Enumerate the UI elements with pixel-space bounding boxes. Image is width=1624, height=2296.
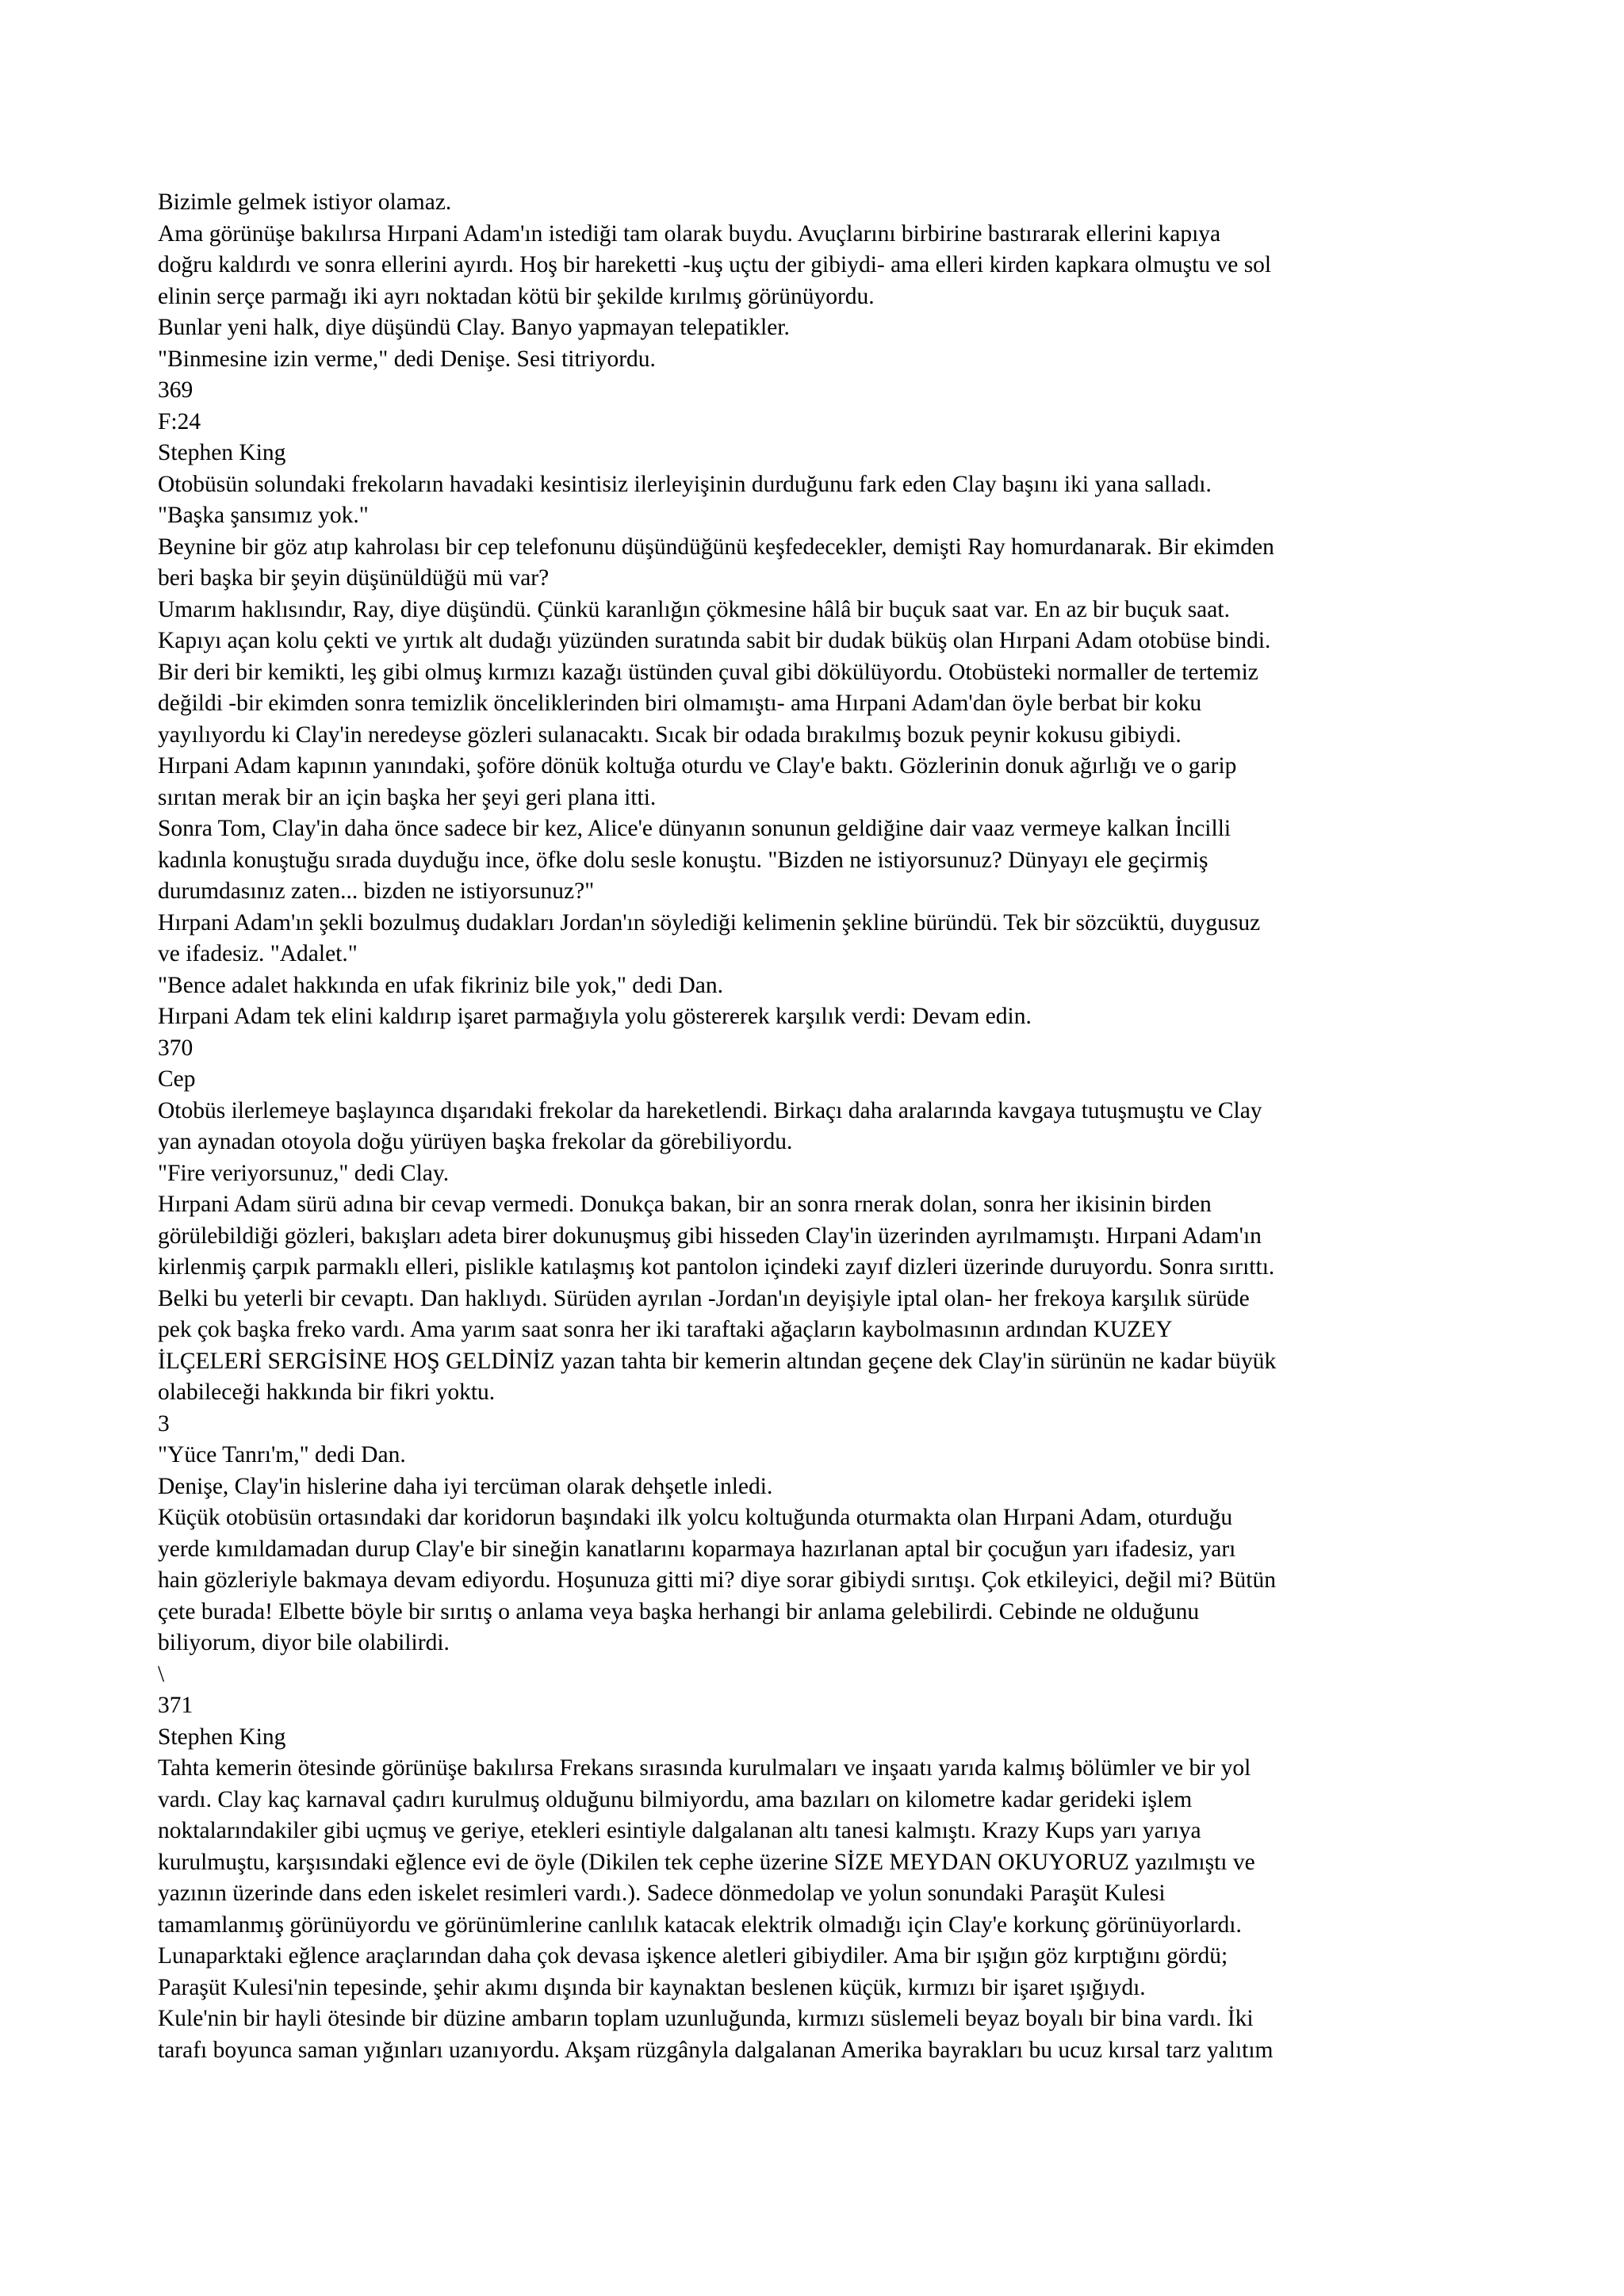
text-line: Stephen King (158, 440, 286, 465)
text-line: pek çok başka freko vardı. Ama yarım saat sonra her iki taraftaki ağaçların kaybolmasının ardından KUZEY (158, 1317, 1173, 1342)
text-line: sırıtan merak bir an için başka her şeyi geri plana itti. (158, 784, 657, 810)
text-line: doğru kaldırdı ve sonra ellerini ayırdı. Hoş bir hareketti -kuş uçtu der gibiydi- ama elleri kirden kapkara olmuştu ve sol (158, 252, 1272, 277)
text-line: "Binmesine izin verme," dedi Denişe. Sesi titriyordu. (158, 346, 656, 372)
text-line: noktalarındakiler gibi uçmuş ve geriye, etekleri esintiyle dalgalanan altı tanesi kalmıştı. Krazy Kups yarı yarıya (158, 1818, 1201, 1843)
text-line: Umarım haklısındır, Ray, diye düşündü. Çünkü karanlığın çökmesine hâlâ bir buçuk saat var. En az bir buçuk saat. (158, 596, 1230, 622)
text-line: yerde kımıldamadan durup Clay'e bir sineğin kanatlarını koparmaya hazırlanan aptal bir çocuğun yarı ifadesiz, yarı (158, 1536, 1236, 1562)
text-line: Kule'nin bir hayli ötesinde bir düzine ambarın toplam uzunluğunda, kırmızı süslemeli beyaz boyalı bir bina vardı. İki (158, 2006, 1254, 2031)
text-line: Bir deri bir kemikti, leş gibi olmuş kırmızı kazağı üstünden çuval gibi dökülüyordu. Otobüsteki normaller de tertemiz (158, 659, 1258, 685)
text-line: Denişe, Clay'in hislerine daha iyi tercüman olarak dehşetle inledi. (158, 1473, 773, 1499)
text-line: kirlenmiş çarpık parmaklı elleri, pislikle katılaşmış kot pantolon içindeki zayıf dizleri üzerinde duruyordu. Sonra sırıttı. (158, 1254, 1275, 1280)
text-line: yayılıyordu ki Clay'in neredeyse gözleri sulanacaktı. Sıcak bir odada bırakılmış bozuk peynir kokusu gibiydi. (158, 721, 1182, 748)
text-line: Sonra Tom, Clay'in daha önce sadece bir kez, Alice'e dünyanın sonunun geldiğine dair vaaz vermeye kalkan İncilli (158, 816, 1231, 841)
text-line: Otobüsün solundaki frekoların havadaki kesintisiz ilerleyişinin durduğunu fark eden Clay başını iki yana salladı. (158, 471, 1212, 497)
text-line: Paraşüt Kulesi'nin tepesinde, şehir akımı dışında bir kaynaktan beslenen küçük, kırmızı bir işaret ışığıydı. (158, 1974, 1146, 2000)
text-line: Ama görünüşe bakılırsa Hırpani Adam'ın istediği tam olarak buydu. Avuçlarını birbirine bastırarak ellerini kapıya (158, 220, 1221, 247)
text-line: durumdasınız zaten... bizden ne istiyorsunuz?" (158, 878, 595, 904)
text-line: 369 (158, 377, 193, 403)
text-line: olabileceği hakkında bir fikri yoktu. (158, 1380, 496, 1405)
text-line: görülebildiği gözleri, bakışları adeta birer dokunuşmuş gibi hisseden Clay'in üzerinden ayrılmamıştı. Hırpani Adam'ın (158, 1223, 1262, 1249)
text-line: 3 (158, 1410, 170, 1437)
text-line: tamamlanmış görünüyordu ve görünümlerine canlılık katacak elektrik olmadığı için Clay'e korkunç görünüyorlardı. (158, 1911, 1242, 1938)
text-line: "Yüce Tanrı'm," dedi Dan. (158, 1442, 406, 1468)
text-line: Belki bu yeterli bir cevaptı. Dan haklıydı. Sürüden ayrılan -Jordan'ın deyişiyle iptal olan- her frekoya karşılık sürüde (158, 1285, 1250, 1311)
text-line: Hırpani Adam sürü adına bir cevap vermedi. Donukça bakan, bir an sonra rnerak dolan, sonra her ikisinin birden (158, 1192, 1212, 1217)
text-line: Küçük otobüsün ortasındaki dar koridorun başındaki ilk yolcu koltuğunda oturmakta olan Hırpani Adam, oturduğu (158, 1505, 1233, 1530)
text-line: "Başka şansımız yok." (158, 503, 369, 528)
text-line: 371 (158, 1693, 193, 1718)
text-line: Hırpani Adam'ın şekli bozulmuş dudakları Jordan'ın söylediği kelimenin şekline büründü. Tek bir sözcüktü, duygusuz (158, 909, 1261, 936)
text-line: Hırpani Adam kapının yanındaki, şoföre dönük koltuğa oturdu ve Clay'e baktı. Gözlerinin donuk ağırlığı ve o garip (158, 753, 1237, 779)
text-line: kadınla konuştuğu sırada duyduğu ince, öfke dolu sesle konuştu. "Bizden ne istiyorsunuz? Dünyayı ele geçirmiş (158, 847, 1208, 873)
text-line: Tahta kemerin ötesinde görünüşe bakılırsa Frekans sırasında kurulmaları ve inşaatı yarıda kalmış bölümler ve bir yol (158, 1755, 1251, 1781)
text-line: Beynine bir göz atıp kahrolası bir cep telefonunu düşündüğünü keşfedecekler, demişti Ray homurdanarak. Bir ekimden (158, 534, 1274, 560)
text-line: Lunaparktaki eğlence araçlarından daha çok devasa işkence aletleri gibiydiler. Ama bir ışığın göz kırptığını gördü; (158, 1943, 1228, 1969)
text-line: "Bence adalet hakkında en ufak fikriniz bile yok," dedi Dan. (158, 972, 723, 998)
text-line: İLÇELERİ SERGİSİNE HOŞ GELDİNİZ yazan tahta bir kemerin altından geçene dek Clay'in sürünün ne kadar büyük (158, 1348, 1277, 1374)
text-line: Bizimle gelmek istiyor olamaz. (158, 189, 452, 215)
text-line: "Fire veriyorsunuz," dedi Clay. (158, 1160, 450, 1186)
text-line: biliyorum, diyor bile olabilirdi. (158, 1630, 450, 1655)
text-line: ve ifadesiz. "Adalet." (158, 941, 358, 966)
text-line: F:24 (158, 408, 201, 434)
text-line: yan aynadan otoyola doğu yürüyen başka frekolar da görebiliyordu. (158, 1129, 793, 1154)
text-line: 370 (158, 1035, 193, 1061)
text-line: Hırpani Adam tek elini kaldırıp işaret parmağıyla yolu göstererek karşılık verdi: Devam edin. (158, 1004, 1032, 1029)
text-line: tarafı boyunca saman yığınları uzanıyordu. Akşam rüzgânyla dalgalanan Amerika bayrakları bu ucuz kırsal tarz yalıtım (158, 2037, 1274, 2063)
text-line: Bunlar yeni halk, diye düşündü Clay. Banyo yapmayan telepatikler. (158, 315, 790, 340)
document-body-text (158, 187, 1490, 2066)
text-line: Stephen King (158, 1724, 286, 1750)
text-line: Cep (158, 1066, 196, 1092)
text-line: vardı. Clay kaç karnaval çadırı kurulmuş olduğunu bilmiyordu, ama bazıları on kilometre kadar gerideki işlem (158, 1786, 1193, 1812)
text-line: yazının üzerinde dans eden iskelet resimleri vardı.). Sadece dönmedolap ve yolun sonundaki Paraşüt Kulesi (158, 1881, 1166, 1906)
text-line: beri başka bir şeyin düşünüldüğü mü var? (158, 565, 550, 591)
text-line: değildi -bir ekimden sonra temizlik önceliklerinden biri olmamıştı- ama Hırpani Adam'dan öyle berbat bir koku (158, 691, 1202, 716)
text-line: hain gözleriyle bakmaya devam ediyordu. Hoşunuza gitti mi? diye sorar gibiydi sırıtışı. Çok etkileyici, değil mi? Bütün (158, 1567, 1276, 1593)
text-line: kurulmuştu, karşısındaki eğlence evi de öyle (Dikilen tek cephe üzerine SİZE MEYDAN OKUYORUZ yazılmıştı ve (158, 1849, 1255, 1875)
text-line: Otobüs ilerlemeye başlayınca dışarıdaki frekolar da hareketlendi. Birkaçı daha aralarında kavgaya tutuşmuştu ve Clay (158, 1097, 1262, 1123)
text-line: çete burada! Elbette böyle bir sırıtış o anlama veya başka herhangi bir anlama gelebilirdi. Cebinde ne olduğunu (158, 1598, 1200, 1624)
text-line: \ (158, 1661, 165, 1687)
text-line: Kapıyı açan kolu çekti ve yırtık alt dudağı yüzünden suratında sabit bir dudak büküş olan Hırpani Adam otobüse bindi. (158, 628, 1271, 653)
text-line: elinin serçe parmağı iki ayrı noktadan kötü bir şekilde kırılmış görünüyordu. (158, 283, 875, 309)
